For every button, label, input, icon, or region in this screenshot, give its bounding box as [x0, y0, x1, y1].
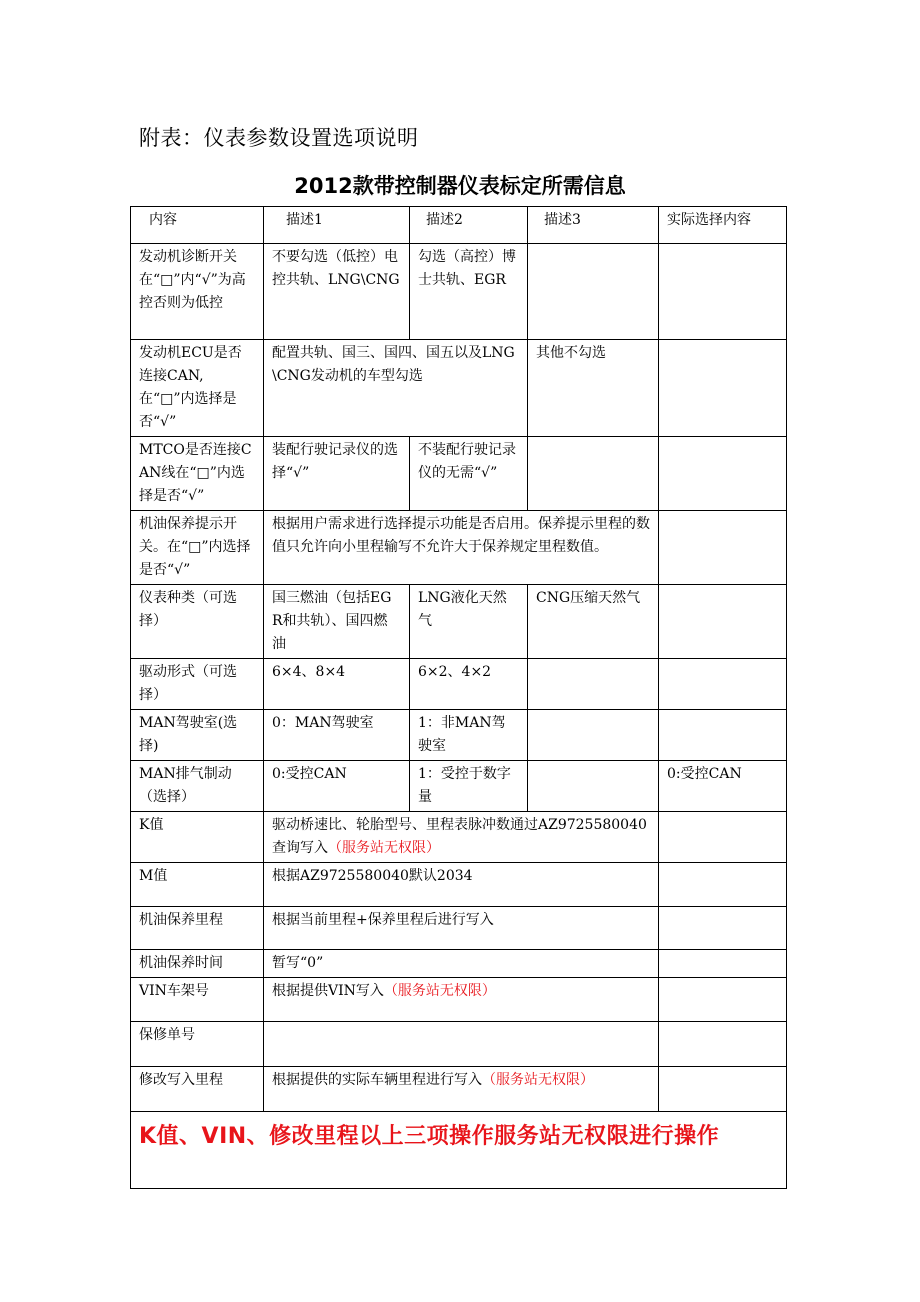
table-row: [131, 710, 787, 761]
row-desc3: [528, 659, 659, 710]
header-desc1: 描述1: [264, 207, 410, 244]
header-row: [131, 207, 787, 244]
row-actual: [659, 585, 787, 659]
row-desc3: [528, 437, 659, 511]
row-desc: [264, 1067, 659, 1112]
row-actual: [659, 437, 787, 511]
table-row: [131, 340, 787, 437]
row-label: 保修单号: [131, 1022, 264, 1067]
row-desc1: 装配行驶记录仪的选择“√”: [264, 437, 410, 511]
table-row: [131, 659, 787, 710]
row-desc2: 勾选（高控）博士共轨、EGR: [410, 244, 528, 340]
row-label: 驱动形式（可选择）: [131, 659, 264, 710]
table-row: [131, 950, 787, 978]
row-label: 机油保养提示开关。在“□”内选择是否“√”: [131, 511, 264, 585]
row-desc: 根据AZ9725580040默认2034: [264, 863, 659, 907]
row-actual: [659, 1022, 787, 1067]
row-label: K值: [131, 812, 264, 863]
row-actual: [659, 340, 787, 437]
row-desc: [264, 812, 659, 863]
row-desc3: [528, 710, 659, 761]
header-desc2: 描述2: [410, 207, 528, 244]
row-desc3: [528, 761, 659, 812]
row-label: 仪表种类（可选择）: [131, 585, 264, 659]
row-actual: [659, 978, 787, 1022]
row-actual: [659, 244, 787, 340]
table-row: [131, 812, 787, 863]
row-desc1: 国三燃油（包括EGR和共轨）、国四燃油: [264, 585, 410, 659]
header-content: 内容: [131, 207, 264, 244]
row-desc-text: 根据提供的实际车辆里程进行写入: [272, 1072, 482, 1088]
row-desc2: LNG液化天然气: [410, 585, 528, 659]
row-label: 修改写入里程: [131, 1067, 264, 1112]
row-desc: 配置共轨、国三、国四、国五以及LNG\CNG发动机的车型勾选: [264, 340, 528, 437]
header-actual: 实际选择内容: [659, 207, 787, 244]
row-desc: [264, 978, 659, 1022]
row-desc-text: 驱动桥速比、轮胎型号、里程表脉冲数通过AZ9725580040查询写入: [272, 817, 647, 856]
row-actual: 0:受控CAN: [659, 761, 787, 812]
table-row: [131, 863, 787, 907]
row-actual: [659, 511, 787, 585]
row-label: 发动机诊断开关在“□”内“√”为高控否则为低控: [131, 244, 264, 340]
no-permission-note: （服务站无权限）: [383, 983, 496, 999]
row-desc2: 不装配行驶记录仪的无需“√”: [410, 437, 528, 511]
row-desc3: 其他不勾选: [528, 340, 659, 437]
no-permission-note: （服务站无权限）: [482, 1072, 594, 1088]
row-actual: [659, 812, 787, 863]
permission-warning: K值、VIN、修改里程以上三项操作服务站无权限进行操作: [131, 1112, 787, 1189]
table-title: 2012款带控制器仪表标定所需信息: [294, 174, 626, 198]
row-label: MTCO是否连接CAN线在“□”内选择是否“√”: [131, 437, 264, 511]
row-desc: 暂写“0”: [264, 950, 659, 978]
row-desc3: CNG压缩天然气: [528, 585, 659, 659]
row-actual: [659, 659, 787, 710]
row-actual: [659, 710, 787, 761]
row-actual: [659, 1067, 787, 1112]
row-actual: [659, 950, 787, 978]
row-desc: [264, 1022, 659, 1067]
row-label: 机油保养时间: [131, 950, 264, 978]
row-desc1: 0:受控CAN: [264, 761, 410, 812]
no-permission-note: （服务站无权限）: [328, 840, 440, 856]
header-desc3: 描述3: [528, 207, 659, 244]
table-row: [131, 437, 787, 511]
table-row: [131, 1022, 787, 1067]
row-label: M值: [131, 863, 264, 907]
row-desc2: 6×2、4×2: [410, 659, 528, 710]
table-row: [131, 1067, 787, 1112]
row-desc3: [528, 244, 659, 340]
table-row: [131, 761, 787, 812]
table-row: [131, 978, 787, 1022]
row-label: MAN排气制动（选择）: [131, 761, 264, 812]
row-actual: [659, 863, 787, 907]
row-desc: 根据用户需求进行选择提示功能是否启用。保养提示里程的数值只允许向小里程输写不允许大于保养规定里程数值。: [264, 511, 659, 585]
table-row: [131, 244, 787, 340]
page-heading: 附表：仪表参数设置选项说明: [139, 126, 419, 150]
table-row: [131, 511, 787, 585]
row-desc1: 6×4、8×4: [264, 659, 410, 710]
footer-row: [131, 1112, 787, 1189]
table-row: [131, 585, 787, 659]
calibration-table: [130, 206, 787, 1189]
row-desc1: 0：MAN驾驶室: [264, 710, 410, 761]
row-desc: 根据当前里程+保养里程后进行写入: [264, 907, 659, 950]
row-desc-text: 根据提供VIN写入: [272, 983, 384, 999]
row-label: 机油保养里程: [131, 907, 264, 950]
table-row: [131, 907, 787, 950]
row-label: MAN驾驶室(选择): [131, 710, 264, 761]
row-desc2: 1：非MAN驾驶室: [410, 710, 528, 761]
row-label: VIN车架号: [131, 978, 264, 1022]
row-actual: [659, 907, 787, 950]
row-desc1: 不要勾选（低控）电控共轨、LNG\CNG: [264, 244, 410, 340]
row-label: 发动机ECU是否连接CAN,在“□”内选择是否“√”: [131, 340, 264, 437]
row-desc2: 1：受控于数字量: [410, 761, 528, 812]
